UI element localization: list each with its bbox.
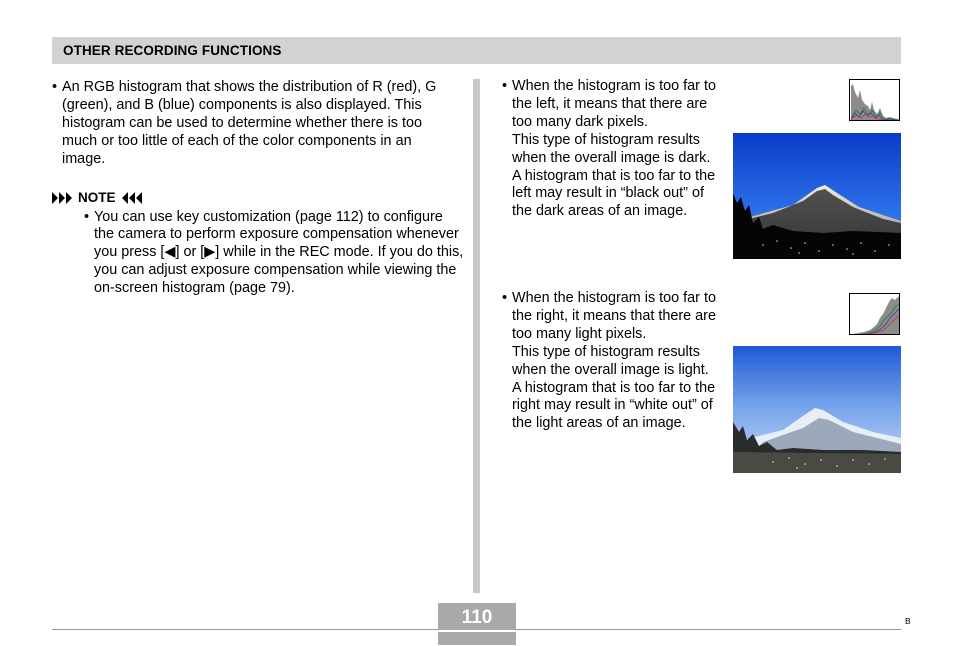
left-histogram-line1: • When the histogram is too far to the left, it means that there are too many dark pixels. <box>502 78 720 132</box>
intro-paragraph: • An RGB histogram that shows the distribution of R (red), G (green), and B (blue) components is also displayed. This histogram can be used to determine whether there is too much or too little of each of the color components in an image. <box>52 79 457 169</box>
note-close-arrows-icon <box>121 192 142 204</box>
section-title: OTHER RECORDING FUNCTIONS <box>63 43 282 58</box>
left-histogram-line2: This type of histogram results when the overall image is dark. A histogram that is too far to the left may result in “black out” of the dark areas of an image. <box>512 131 716 220</box>
page-number: 110 <box>461 607 493 628</box>
section-header-bar <box>52 37 901 64</box>
light-mountain-photo <box>733 346 901 473</box>
light-histogram-graphic <box>849 293 900 335</box>
corner-mark: B <box>905 616 911 626</box>
note-paragraph: • You can use key customization (page 112) to configure the camera to perform exposure compensation whenever you press [◀] or [▶] while in the REC mode. If you do this, you can adjust exposure compensation while viewing the on-screen histogram (page 79). <box>84 209 466 299</box>
right-histogram-line1: • When the histogram is too far to the right, it means that there are too many light pixels. <box>502 290 720 344</box>
right-histogram-text <box>502 290 720 433</box>
column-divider <box>473 79 480 593</box>
note-label: NOTE <box>78 189 116 205</box>
right-histogram-line2: This type of histogram results when the overall image is light. A histogram that is too far to the right may result in “white out” of the light areas of an image. <box>512 343 716 432</box>
left-column <box>52 79 464 298</box>
left-histogram-text <box>502 78 720 221</box>
note-heading <box>52 189 457 207</box>
dark-mountain-photo <box>733 133 901 259</box>
page-box-band <box>438 630 516 632</box>
note-open-arrows-icon <box>52 192 73 204</box>
page-number-box <box>438 603 516 645</box>
dark-histogram-graphic <box>849 79 900 121</box>
